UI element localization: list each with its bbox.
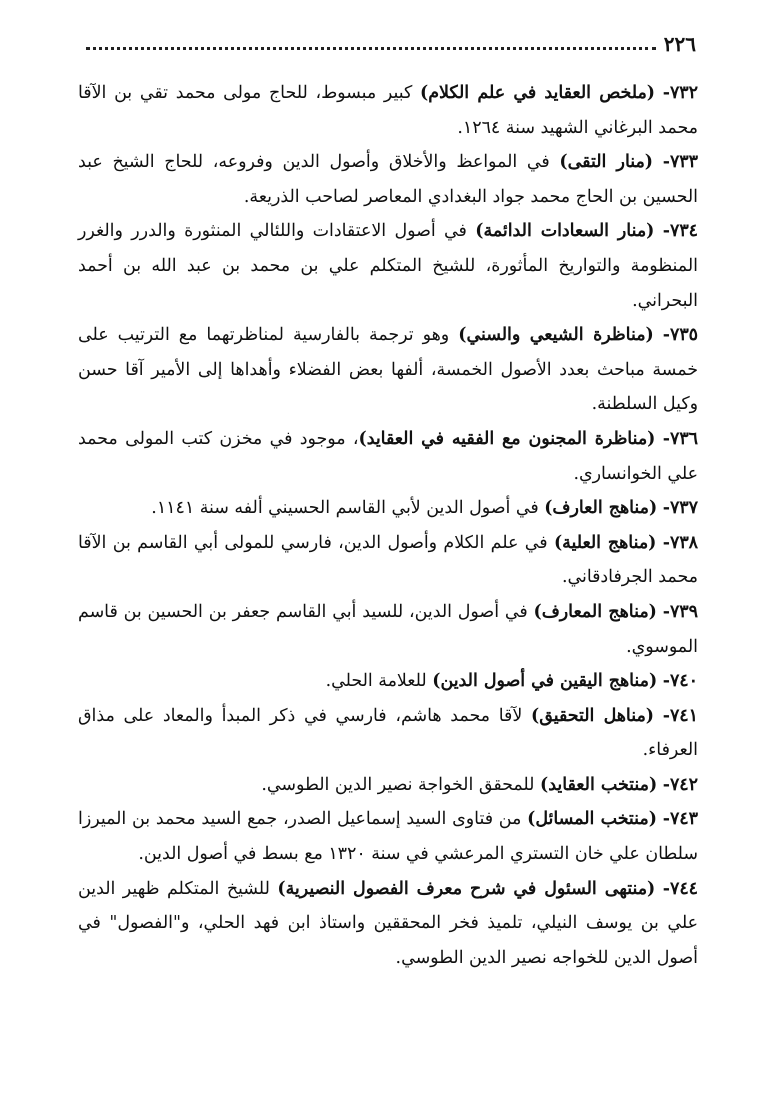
entry-number: ٧٣٢- (662, 83, 698, 103)
entry-number: ٧٣٨- (662, 532, 699, 553)
entry-738 (78, 526, 698, 595)
entry-text: من فتاوى السيد إسماعيل الصدر، جمع السيد محمد بن الميرزا سلطان علي خان التستري المرعشي في سنة ١٣٢٠ مع بسط في أصول الدين. (78, 809, 698, 865)
entry-title: (مناهج العارف) (544, 498, 658, 519)
entry-text: للشيخ المتكلم ظهير الدين علي بن يوسف النيلي، تلميذ فخر المحققين واستاذ ابن فهد الحلي، و"الفصول" في أصول الدين للخواجه نصير الدين الطوسي. (78, 878, 698, 968)
entry-title: (مناظرة المجنون مع الفقيه في العقايد) (358, 428, 656, 449)
entry-text: ، موجود في مخزن كتب المولى محمد علي الخوانساري. (78, 428, 698, 484)
entry-741 (78, 699, 698, 768)
entry-number: ٧٣٤- (662, 221, 699, 242)
entry-text: كبير مبسوط، للحاج مولى محمد تقي بن الآقا محمد البرغاني الشهيد سنة ١٢٦٤. (78, 83, 698, 138)
entry-number: ٧٤٤- (662, 878, 699, 899)
entry-title: (منار التقى) (559, 152, 654, 173)
entry-733 (78, 145, 698, 214)
entry-735 (78, 318, 698, 422)
entry-number: ٧٤٢- (662, 774, 698, 795)
page-number: ٢٢٦ (663, 32, 696, 56)
entry-number: ٧٤٠- (662, 671, 698, 692)
entry-text: في أصول الدين، للسيد أبي القاسم جعفر بن الحسين بن قاسم الموسوي. (78, 601, 698, 657)
entry-text: في أصول الاعتقادات واللئالي المنثورة والدرر والغرر المنظومة والتواريخ المأثورة، للشيخ المتكلم علي بن محمد بن عبد الله بن أحمد البحراني. (78, 221, 698, 311)
entry-number: ٧٣٥- (662, 325, 699, 346)
entry-title: (منتهى السئول في شرح معرف الفصول النصيرية) (277, 878, 656, 899)
entry-743 (78, 802, 698, 871)
entry-number: ٧٣٩- (662, 601, 698, 622)
entry-title: (مناهج اليقين في أصول الدين) (432, 671, 658, 692)
entry-title: (مناهل التحقيق) (530, 705, 655, 726)
entry-744 (78, 872, 698, 976)
entry-list (78, 76, 698, 975)
entry-732 (78, 76, 698, 145)
entry-734 (78, 214, 698, 318)
entry-text: لآقا محمد هاشم، فارسي في ذكر المبدأ والمعاد على مذاق العرفاء. (78, 705, 698, 761)
entry-740 (78, 664, 698, 699)
entry-text: للعلامة الحلي. (325, 671, 427, 692)
entry-title: (منتخب المسائل) (527, 809, 657, 830)
entry-number: ٧٤٣- (662, 809, 698, 830)
header-dotted-rule (86, 47, 656, 50)
entry-number: ٧٤١- (662, 705, 698, 726)
entry-title: (منار السعادات الدائمة) (475, 221, 655, 242)
entry-title: (مناظرة الشيعي والسني) (458, 325, 654, 346)
entry-title: (منتخب العقايد) (540, 774, 658, 795)
entry-number: ٧٣٧- (662, 498, 698, 519)
entry-title: (مناهج العلية) (553, 532, 657, 553)
entry-736 (78, 422, 698, 491)
entry-text: للمحقق الخواجة نصير الدين الطوسي. (261, 774, 535, 795)
entry-number: ٧٣٣- (662, 152, 698, 173)
entry-737 (78, 491, 698, 526)
entry-title: (مناهج المعارف) (533, 601, 657, 622)
entry-title: (ملخص العقايد في علم الكلام) (420, 83, 656, 103)
entry-number: ٧٣٦- (662, 428, 699, 449)
entry-text: في علم الكلام وأصول الدين، فارسي للمولى أبي القاسم بن الآقا محمد الجرفادقاني. (78, 532, 698, 588)
page-header (86, 22, 696, 56)
entry-739 (78, 595, 698, 664)
entry-text: في أصول الدين لأبي القاسم الحسيني ألفه سنة ١١٤١. (151, 498, 539, 519)
entry-text: وهو ترجمة بالفارسية لمناظرتهما مع الترتيب على خمسة مباحث بعدد الأصول الخمسة، ألفها بعض الفضلاء وأهداها إلى الأمير آقا حسن وكيل السلطنة. (78, 325, 698, 415)
entry-text: في المواعظ والأخلاق وأصول الدين وفروعه، للحاج الشيخ عبد الحسين بن الحاج محمد جواد البغدادي المعاصر لصاحب الذريعة. (78, 152, 698, 207)
entry-742 (78, 768, 698, 803)
